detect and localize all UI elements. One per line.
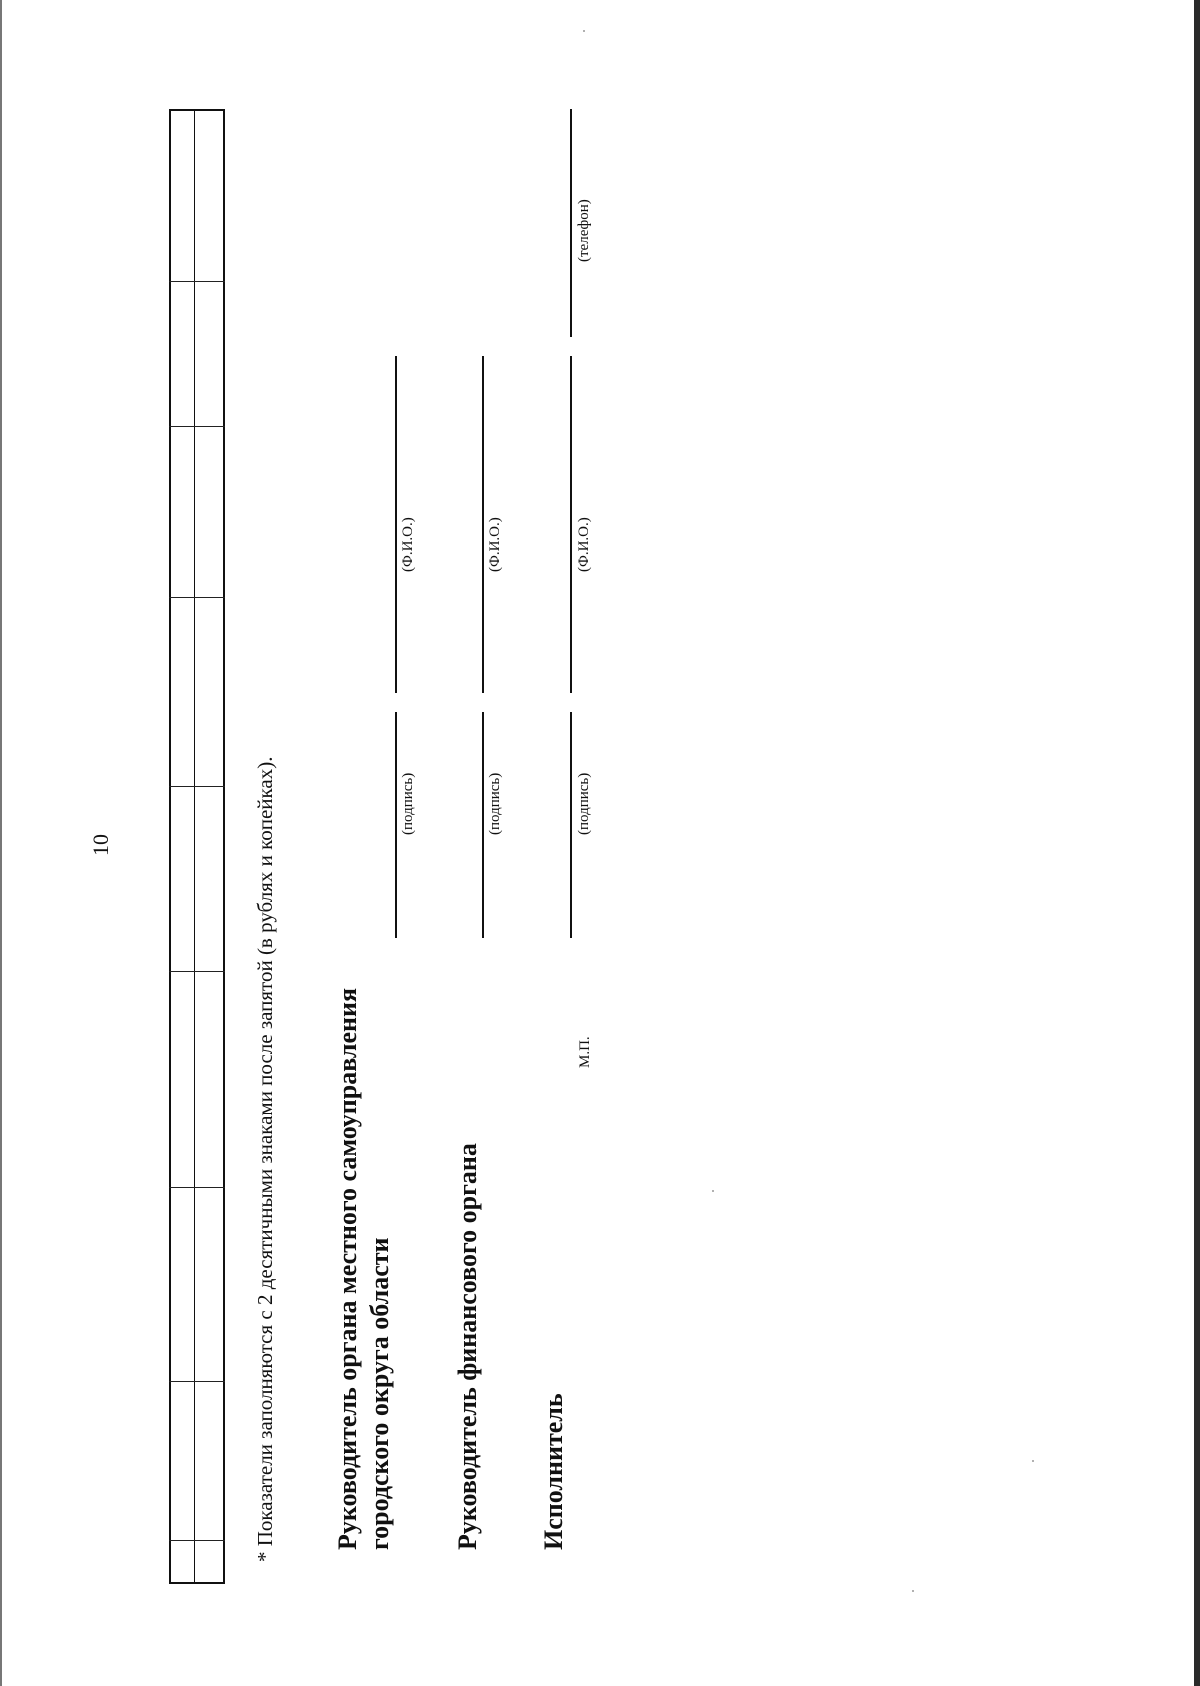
signature-caption: (подпись) xyxy=(576,772,592,835)
table-cell-divider xyxy=(169,786,225,787)
table-cell-divider xyxy=(169,1187,225,1188)
scan-speck xyxy=(912,1590,914,1592)
name-line xyxy=(570,356,572,693)
scan-edge-right xyxy=(1194,0,1200,1686)
name-line xyxy=(395,356,397,693)
footnote-text: * Показатели заполняются с 2 десятичными знаками после запятой (в рублях и копейках). xyxy=(253,756,277,1562)
table-row-divider xyxy=(194,109,195,1583)
scan-speck xyxy=(583,30,585,32)
name-caption: (Ф.И.О.) xyxy=(487,517,503,572)
table-border-right xyxy=(223,109,225,1583)
table-cell-divider xyxy=(169,426,225,427)
table-cell-divider xyxy=(169,1381,225,1382)
table-border-bottom xyxy=(169,1582,225,1584)
table-cell-divider xyxy=(169,971,225,972)
scan-speck xyxy=(1032,1460,1034,1462)
phone-caption: (телефон) xyxy=(576,199,592,262)
name-line xyxy=(482,356,484,693)
signature-line xyxy=(395,712,397,938)
table-border-top xyxy=(169,109,225,111)
signature-caption: (подпись) xyxy=(487,772,503,835)
scan-edge-left xyxy=(0,0,2,1686)
signature-line xyxy=(570,712,572,938)
name-caption: (Ф.И.О.) xyxy=(400,517,416,572)
table-cell-divider xyxy=(169,1540,225,1541)
signature-line xyxy=(482,712,484,938)
stamp-mark: М.П. xyxy=(577,1036,593,1068)
head-local-gov-title-line1: Руководитель органа местного самоуправления xyxy=(333,987,362,1550)
signature-caption: (подпись) xyxy=(400,772,416,835)
table-cell-divider xyxy=(169,281,225,282)
executor-title: Исполнитель xyxy=(539,1393,568,1550)
scan-speck xyxy=(712,1190,714,1192)
page-number: 10 xyxy=(88,834,113,856)
table-cell-divider xyxy=(169,597,225,598)
head-local-gov-title-line2: городского округа области xyxy=(365,1237,394,1550)
phone-line xyxy=(570,109,572,337)
name-caption: (Ф.И.О.) xyxy=(576,517,592,572)
table-border-left xyxy=(169,109,171,1583)
head-finance-title: Руководитель финансового органа xyxy=(453,1143,482,1550)
